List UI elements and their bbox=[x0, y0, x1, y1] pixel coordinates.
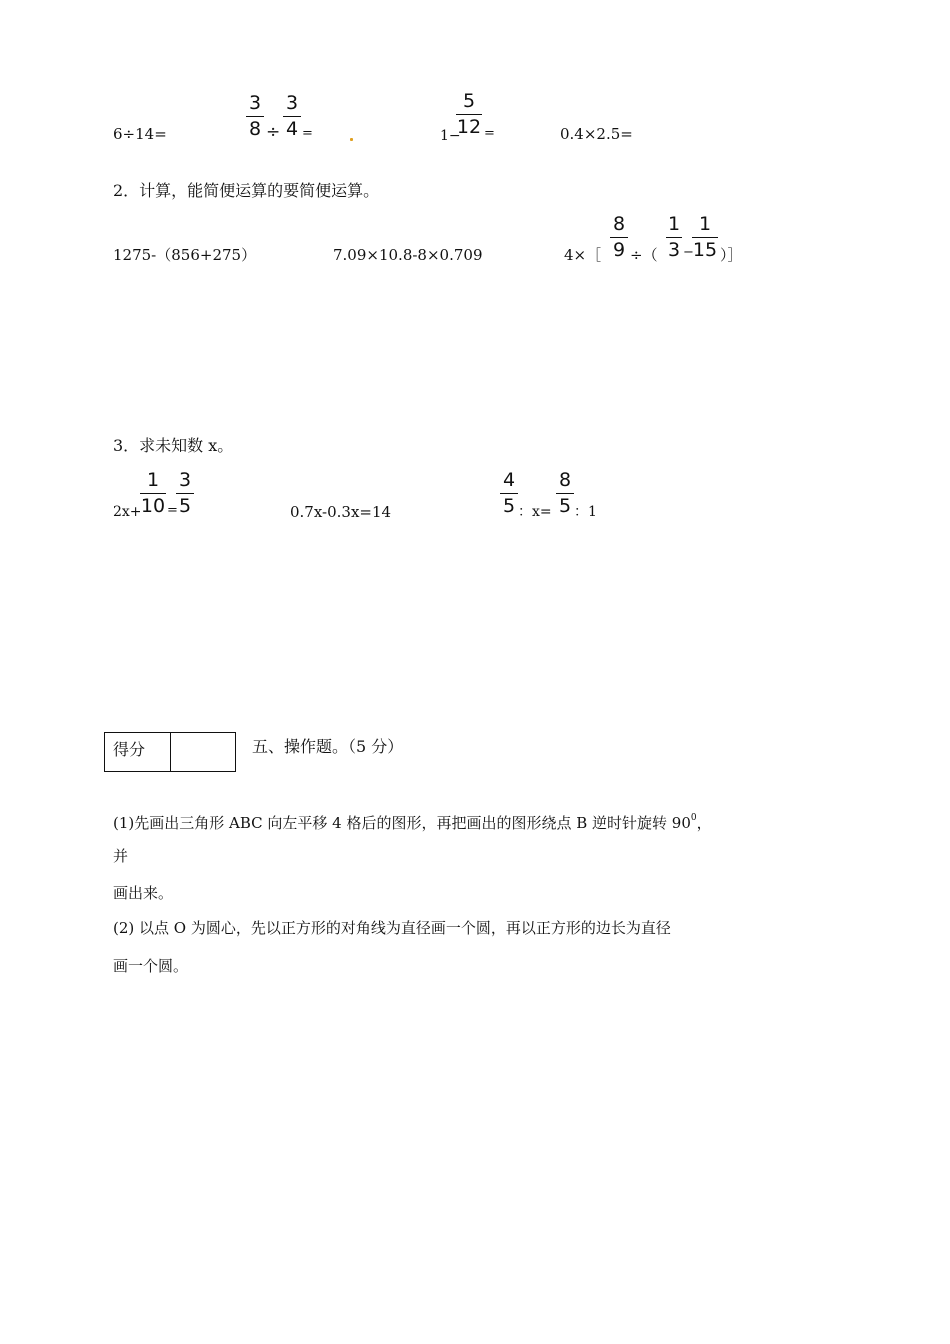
fraction-1-3 bbox=[666, 214, 682, 260]
fraction-1-15 bbox=[692, 214, 718, 260]
equals-sign: = bbox=[484, 126, 495, 141]
problem-0-4-times-2-5: 0.4×2.5= bbox=[560, 125, 633, 143]
operation-item-1-line-1: (1)先画出三角形 ABC 向左平移 4 格后的图形，再把画出的图形绕点 B 逆时针旋转 $90^0$， bbox=[113, 813, 712, 832]
denominator: 3 bbox=[667, 239, 681, 261]
equals-sign: = bbox=[302, 126, 313, 141]
numerator: 4 bbox=[502, 469, 516, 491]
denominator: 5 bbox=[178, 495, 192, 517]
ratio-colon-x: ：x= bbox=[518, 504, 552, 520]
section-5-title: 五、操作题。（5 分） bbox=[252, 737, 404, 756]
operation-item-1-line-3: 画出来。 bbox=[113, 884, 174, 902]
degree-superscript: 0 bbox=[690, 813, 697, 823]
problem-7-09: 7.09×10.8-8×0.709 bbox=[333, 246, 483, 264]
operation-item-1-line-2: 并 bbox=[113, 847, 129, 865]
denominator: 10 bbox=[140, 495, 166, 517]
numerator: 5 bbox=[462, 90, 476, 112]
fraction-4-5 bbox=[500, 470, 518, 516]
fraction-3-8 bbox=[246, 93, 264, 139]
denominator: 15 bbox=[692, 239, 718, 261]
score-box bbox=[104, 732, 236, 772]
section-3-title: 3．求未知数 x。 bbox=[113, 436, 234, 455]
numerator: 1 bbox=[146, 469, 160, 491]
score-label: 得分 bbox=[113, 740, 146, 759]
one-minus: 1− bbox=[440, 128, 461, 144]
divide-paren: ÷（ bbox=[630, 246, 658, 264]
ratio-colon-1: ：1 bbox=[574, 504, 597, 520]
denominator: 4 bbox=[285, 118, 299, 140]
numerator: 1 bbox=[667, 213, 681, 235]
fraction-3-5 bbox=[176, 470, 194, 516]
minus-sign: − bbox=[683, 245, 694, 260]
operation-item-2-line-1: (2) 以点 O 为圆心，先以正方形的对角线为直径画一个圆，再以正方形的边长为直径 bbox=[113, 919, 671, 937]
fraction-1-10 bbox=[140, 470, 166, 516]
score-label-cell bbox=[105, 733, 171, 771]
denominator: 9 bbox=[612, 239, 626, 261]
numerator: 8 bbox=[612, 213, 626, 235]
numerator: 8 bbox=[558, 469, 572, 491]
numerator: 3 bbox=[285, 92, 299, 114]
equation-0-7x: 0.7x-0.3x=14 bbox=[290, 503, 392, 521]
equation-2x-plus: 2x+ bbox=[113, 504, 142, 520]
numerator: 3 bbox=[248, 92, 262, 114]
denominator: 8 bbox=[248, 118, 262, 140]
score-value-cell bbox=[171, 733, 235, 771]
fraction-5-12 bbox=[456, 91, 482, 137]
equals-sign: = bbox=[167, 503, 178, 518]
denominator: 5 bbox=[558, 495, 572, 517]
numerator: 3 bbox=[178, 469, 192, 491]
operation-item-2-line-2: 画一个圆。 bbox=[113, 957, 189, 975]
bracket-prefix: 4×［ bbox=[564, 246, 602, 264]
fraction-8-5 bbox=[556, 470, 574, 516]
denominator: 5 bbox=[502, 495, 516, 517]
denominator: 12 bbox=[456, 116, 482, 138]
problem-6-div-14: 6÷14= bbox=[113, 125, 167, 143]
bracket-suffix: ）］ bbox=[720, 246, 743, 264]
stray-dot bbox=[350, 138, 353, 141]
fraction-3-4 bbox=[283, 93, 301, 139]
section-2-title: 2．计算，能简便运算的要简便运算。 bbox=[113, 181, 380, 200]
divide-sign: ÷ bbox=[266, 122, 281, 142]
problem-1275: 1275-（856+275） bbox=[113, 246, 257, 264]
fraction-8-9 bbox=[610, 214, 628, 260]
numerator: 1 bbox=[698, 213, 712, 235]
